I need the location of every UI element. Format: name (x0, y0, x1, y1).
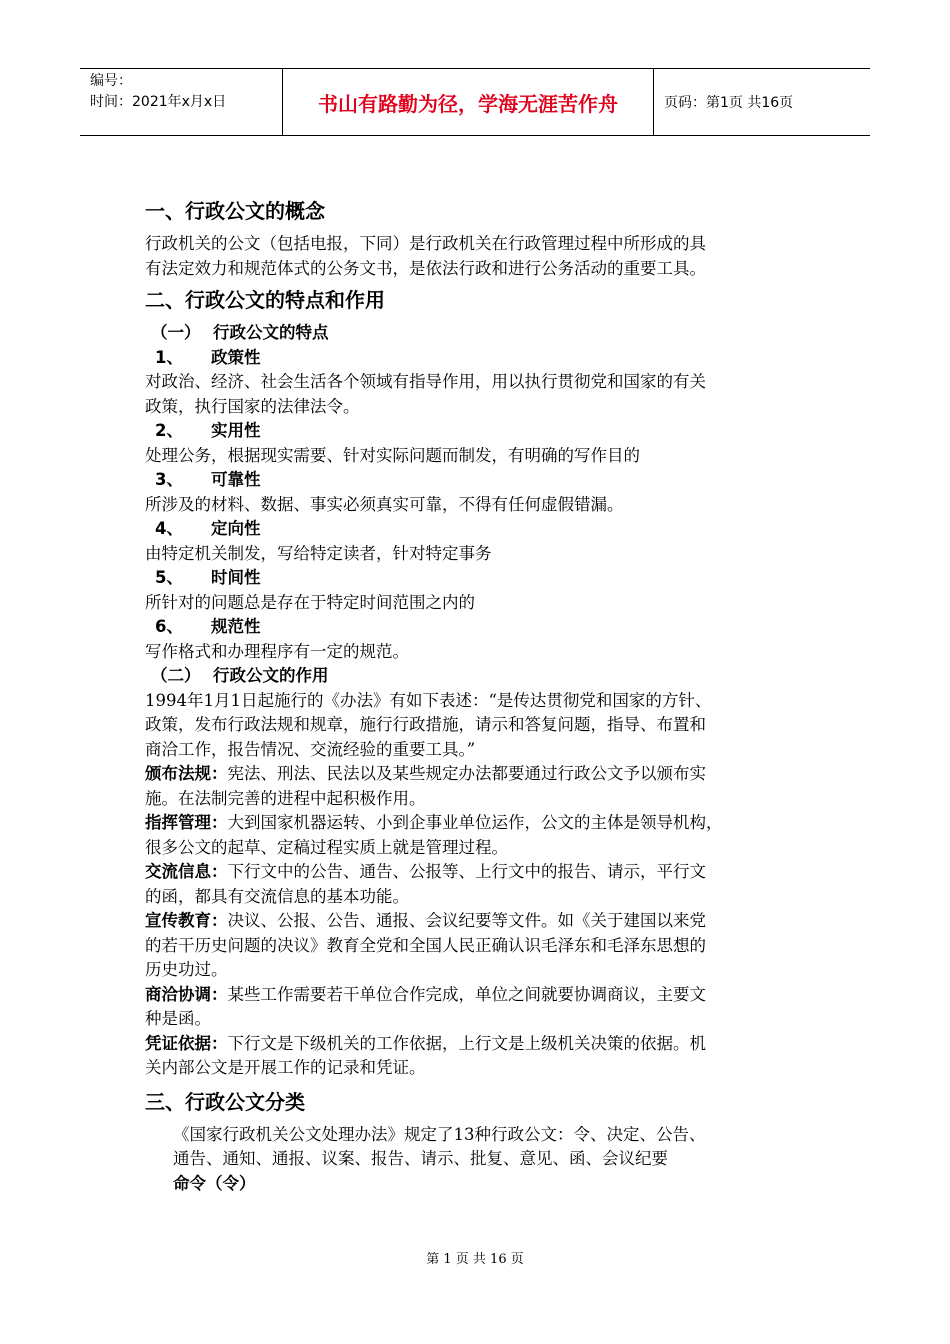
feature-heading (145, 468, 815, 493)
feature-text-line: 所涉及的材料、数据、事实必须真实可靠，不得有任何虚假错漏。 (145, 494, 624, 514)
feature-list (145, 346, 815, 665)
header-motto: 书山有路勤为径，学海无涯苦作舟 (282, 69, 654, 135)
roles-intro-line: 政策，发布行政法规和规章，施行行政措施，请示和答复问题，指导、布置和 (145, 715, 706, 734)
feature-title: 可靠性 (211, 470, 261, 489)
subsection-features (145, 321, 815, 346)
feature-text-line: 所针对的问题总是存在于特定时间范围之内的 (145, 592, 475, 612)
role-keyword: 凭证依据： (145, 1033, 228, 1053)
role-keyword: 宣传教育： (145, 911, 228, 930)
role-text-line (145, 860, 815, 885)
number-label: 编号： (90, 73, 132, 89)
role-text-line: 很多公文的起草、定稿过程实质上就是管理过程。 (145, 837, 508, 857)
feature-heading (145, 346, 815, 371)
section-1-text-line: 有法定效力和规范体式的公务文书，是依法行政和进行公务活动的重要工具。 (145, 258, 706, 278)
role-keyword: 颁布法规： (145, 764, 228, 783)
subsection-number: （二） (151, 666, 201, 685)
header-meta (80, 69, 282, 135)
role-text-line: 关内部公文是开展工作的记录和凭证。 (145, 1058, 426, 1077)
role-text: 决议、公报、公告、通报、会议纪要等文件。如《关于建国以来党 (227, 911, 706, 930)
feature-text-line: 政策，执行国家的法律法令。 (145, 396, 360, 416)
feature-number: 1、 (155, 347, 183, 367)
feature-number: 3、 (155, 470, 183, 489)
feature-title: 实用性 (211, 421, 261, 440)
feature-heading (145, 615, 815, 640)
roles-intro-line: 商洽工作，报告情况、交流经验的重要工具。” (145, 739, 476, 759)
feature-title: 时间性 (211, 568, 261, 587)
role-text-line (145, 909, 815, 934)
header-page-info: 页码：第1页 共16页 (664, 95, 794, 111)
header-table (80, 68, 870, 136)
role-text: 下行文是下级机关的工作依据，上行文是上级机关决策的依据。机 (227, 1033, 706, 1053)
feature-number: 4、 (155, 519, 183, 538)
feature-number: 5、 (155, 568, 183, 587)
role-text-line (145, 762, 815, 787)
section-3-keyword: 命令（令） (173, 1173, 256, 1193)
feature-title: 规范性 (211, 617, 261, 636)
role-text-line (145, 983, 815, 1008)
role-text: 大到国家机器运转、小到企事业单位运作，公文的主体是领导机构， (227, 813, 723, 832)
role-text-line (145, 811, 815, 836)
feature-heading (145, 566, 815, 591)
role-text: 宪法、刑法、民法以及某些规定办法都要通过行政公文予以颁布实 (227, 764, 706, 783)
role-text: 某些工作需要若干单位合作完成，单位之间就要协调商议，主要文 (227, 984, 706, 1004)
section-1-title: 一、行政公文的概念 (145, 199, 325, 223)
role-text-line: 施。在法制完善的进程中起积极作用。 (145, 788, 426, 808)
feature-heading (145, 517, 815, 542)
subsection-title: 行政公文的特点 (213, 323, 329, 342)
section-2-title: 二、行政公文的特点和作用 (145, 288, 385, 312)
feature-text-line: 写作格式和办理程序有一定的规范。 (145, 641, 409, 661)
role-text-line: 的函，都具有交流信息的基本功能。 (145, 886, 409, 906)
role-keyword: 商洽协调： (145, 984, 228, 1004)
roles-intro-line: 1994年1月1日起施行的《办法》有如下表述：“是传达贯彻党和国家的方针、 (145, 690, 712, 710)
time-label: 时间：2021年x月x日 (90, 94, 227, 110)
role-keyword: 交流信息： (145, 862, 228, 881)
role-text-line (145, 1032, 815, 1057)
role-text: 下行文中的公告、通告、公报等、上行文中的报告、请示，平行文 (227, 862, 706, 881)
feature-heading (145, 419, 815, 444)
role-text-line: 种是函。 (145, 1009, 211, 1028)
feature-text-line: 处理公务，根据现实需要、针对实际问题而制发，有明确的写作目的 (145, 445, 640, 465)
roles-list (145, 762, 815, 1081)
feature-text-line: 由特定机关制发，写给特定读者，针对特定事务 (145, 543, 492, 563)
section-3-title: 三、行政公文分类 (145, 1089, 305, 1114)
subsection-number: （一） (151, 323, 201, 342)
section-3-text-line: 通告、通知、通报、议案、报告、请示、批复、意见、函、会议纪要 (173, 1149, 668, 1168)
feature-number: 6、 (155, 617, 183, 636)
feature-title: 定向性 (211, 519, 261, 538)
role-text-line: 的若干历史问题的决议》教育全党和全国人民正确认识毛泽东和毛泽东思想的 (145, 935, 706, 955)
feature-text-line: 对政治、经济、社会生活各个领域有指导作用，用以执行贯彻党和国家的有关 (145, 372, 706, 391)
section-1-text-line: 行政机关的公文（包括电报，下同）是行政机关在行政管理过程中所形成的具 (145, 234, 706, 253)
role-keyword: 指挥管理： (145, 813, 228, 832)
feature-title: 政策性 (211, 347, 261, 367)
page-footer: 第 1 页 共 16 页 (426, 1252, 524, 1267)
section-3-text-line: 《国家行政机关公文处理办法》规定了13种行政公文：令、决定、公告、 (173, 1124, 706, 1144)
subsection-title: 行政公文的作用 (213, 666, 329, 685)
role-text-line: 历史功过。 (145, 960, 228, 979)
document-body (145, 196, 815, 1196)
subsection-roles (145, 664, 815, 689)
feature-number: 2、 (155, 421, 183, 440)
